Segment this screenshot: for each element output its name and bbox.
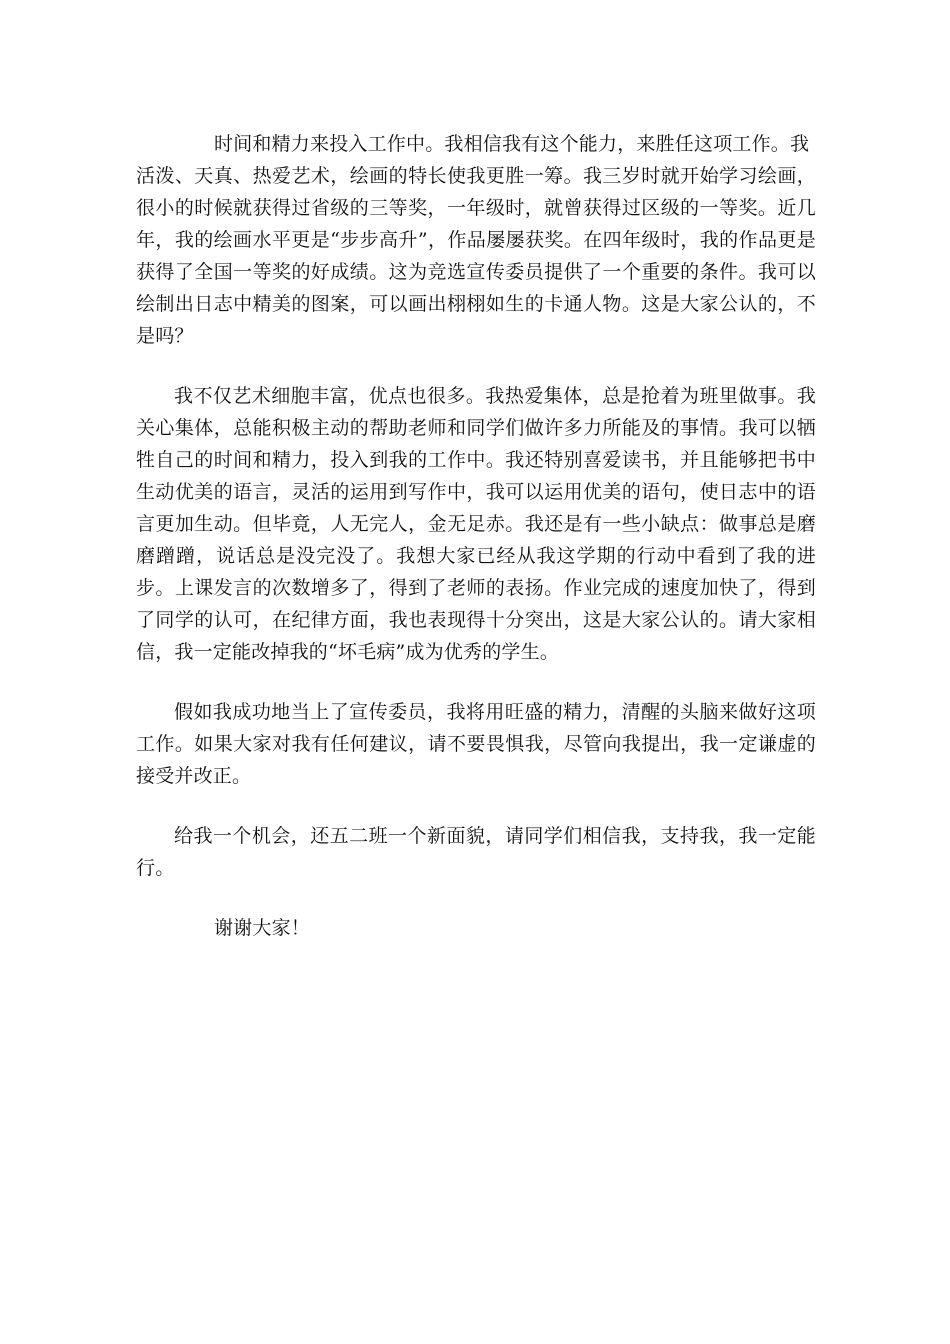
paragraph-1 xyxy=(136,128,816,352)
paragraph-4: 给我一个机会，还五二班一个新面貌，请同学们相信我，支持我，我一定能行。 xyxy=(136,825,816,879)
paragraph-1-rest: 活泼、天真、热爱艺术，绘画的特长使我更胜一筹。我三岁时就开始学习绘画，很小的时候就获得过省级的三等奖，一年级时，就曾获得过区级的一等奖。近几年，我的绘画水平更是“步步高升”，作品屡屡获奖。在四年级时，我的作品更是获得了全国一等奖的好成绩。这为竞选宣传委员提供了一个重要的条件。我可以绘制出日志中精美的图案，可以画出栩栩如生的卡通人物。这是大家公认的，不是吗？ xyxy=(136,165,816,347)
closing-thanks: 谢谢大家！ xyxy=(214,917,311,939)
document-body xyxy=(136,128,816,944)
paragraph-2: 我不仅艺术细胞丰富，优点也很多。我热爱集体，总是抢着为班里做事。我关心集体，总能积极主动的帮助老师和同学们做许多力所能及的事情。我可以牺牲自己的时间和精力，投入到我的工作中。我还特别喜爱读书，并且能够把书中生动优美的语言，灵活的运用到写作中，我可以运用优美的语句，使日志中的语言更加生动。但毕竟，人无完人，金无足赤。我还是有一些小缺点：做事总是磨磨蹭蹭，说话总是没完没了。我想大家已经从我这学期的行动中看到了我的进步。上课发言的次数增多了，得到了老师的表扬。作业完成的速度加快了，得到了同学的认可，在纪律方面，我也表现得十分突出，这是大家公认的。请大家相信，我一定能改掉我的“坏毛病”成为优秀的学生。 xyxy=(136,385,816,663)
paragraph-3: 假如我成功地当上了宣传委员，我将用旺盛的精力，清醒的头脑来做好这项工作。如果大家对我有任何建议，请不要畏惧我，尽管向我提出，我一定谦虚的接受并改正。 xyxy=(136,701,816,787)
paragraph-1-first-line: 时间和精力来投入工作中。我相信我有这个能力，来胜任这项工作。我 xyxy=(214,133,810,155)
